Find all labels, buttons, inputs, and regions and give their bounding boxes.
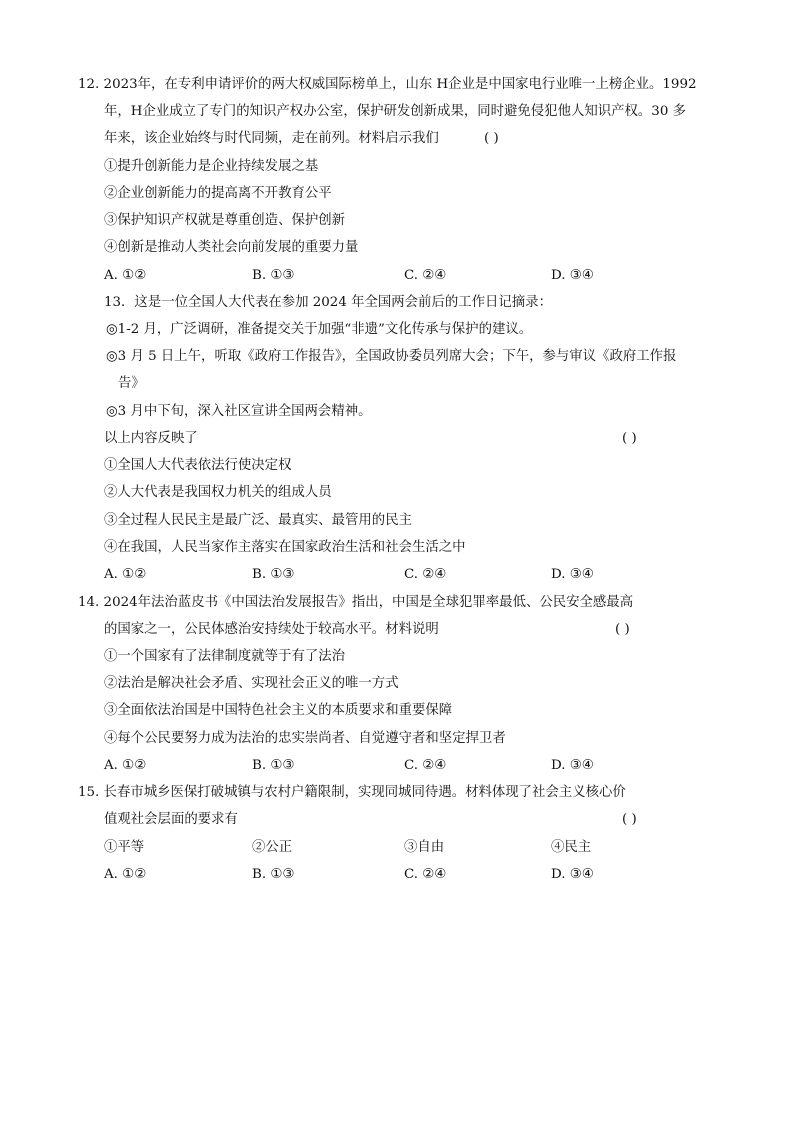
q12-answer-paren: ( ) [484, 131, 499, 146]
q13-option-a[interactable]: A. ①② [104, 567, 147, 582]
q15-item-3: ③自由 [404, 840, 445, 855]
q15-item-1: ①平等 [104, 840, 145, 855]
q13-option-c[interactable]: C. ②④ [404, 567, 447, 582]
q15-item-4: ④民主 [551, 840, 592, 855]
q12-line-1: 12. 2023年，在专利申请评价的两大权威国际榜单上，山东 H企业是中国家电行业唯一上榜企业。1992 [78, 77, 697, 92]
q13-item-4: ④在我国，人民当家作主落实在国家政治生活和社会生活之中 [104, 540, 466, 555]
q12-line-3: 年来，该企业始终与时代同频，走在前列。材料启示我们 [104, 131, 439, 146]
q12-item-4: ④创新是推动人类社会向前发展的重要力量 [104, 240, 359, 255]
q13-stem: 以上内容反映了 [104, 431, 198, 446]
q15-option-a[interactable]: A. ①② [104, 867, 147, 882]
q12-line-2: 年，H企业成立了专门的知识产权办公室，保护研发创新成果，同时避免侵犯他人知识产权。30 多 [104, 104, 686, 119]
q15-line-2: 值观社会层面的要求有 [104, 812, 238, 827]
q14-item-4: ④每个公民要努力成为法治的忠实崇尚者、自觉遵守者和坚定捍卫者 [104, 731, 506, 746]
q15-item-2: ②公正 [252, 840, 293, 855]
q12-option-d[interactable]: D. ③④ [551, 268, 594, 283]
q14-item-2: ②法治是解决社会矛盾、实现社会正义的唯一方式 [104, 676, 399, 691]
q13-line-1: 13．这是一位全国人大代表在参加 2024 年全国两会前后的工作日记摘录： [104, 295, 552, 310]
q13-item-3: ③全过程人民民主是最广泛、最真实、最管用的民主 [104, 513, 412, 528]
q15-option-c[interactable]: C. ②④ [404, 867, 447, 882]
q14-line-1: 14. 2024年法治蓝皮书《中国法治发展报告》指出，中国是全球犯罪率最低、公民安全感最高 [78, 595, 634, 610]
q13-option-b[interactable]: B. ①③ [252, 567, 295, 582]
q14-item-1: ①一个国家有了法律制度就等于有了法治 [104, 649, 346, 664]
q12-option-c[interactable]: C. ②④ [404, 268, 447, 283]
q13-item-2: ②人大代表是我国权力机关的组成人员 [104, 485, 332, 500]
q14-option-d[interactable]: D. ③④ [551, 758, 594, 773]
q15-option-d[interactable]: D. ③④ [551, 867, 594, 882]
q15-answer-paren: ( ) [622, 812, 637, 827]
q13-diary-2b: 告》 [118, 376, 145, 391]
q13-item-1: ①全国人大代表依法行使决定权 [104, 458, 292, 473]
q14-option-c[interactable]: C. ②④ [404, 758, 447, 773]
q13-option-d[interactable]: D. ③④ [551, 567, 594, 582]
q14-item-3: ③全面依法治国是中国特色社会主义的本质要求和重要保障 [104, 703, 453, 718]
q13-diary-1: ◎1-2 月，广泛调研，准备提交关于加强“非遗”文化传承与保护的建议。 [106, 322, 533, 337]
q14-option-a[interactable]: A. ①② [104, 758, 147, 773]
q13-diary-3: ◎3 月中下旬，深入社区宣讲全国两会精神。 [106, 404, 372, 419]
q12-option-a[interactable]: A. ①② [104, 268, 147, 283]
q15-line-1: 15. 长春市城乡医保打破城镇与农村户籍限制，实现同城同待遇。材料体现了社会主义核心价 [78, 785, 626, 800]
q12-item-1: ①提升创新能力是企业持续发展之基 [104, 159, 319, 174]
q12-item-3: ③保护知识产权就是尊重创造、保护创新 [104, 213, 346, 228]
q15-option-b[interactable]: B. ①③ [252, 867, 295, 882]
q13-diary-2a: ◎3 月 5 日上午，听取《政府工作报告》，全国政协委员列席大会；下午，参与审议《政府工作报 [106, 349, 677, 364]
q12-item-2: ②企业创新能力的提高离不开教育公平 [104, 186, 332, 201]
q13-answer-paren: ( ) [622, 431, 637, 446]
q12-option-b[interactable]: B. ①③ [252, 268, 295, 283]
q14-answer-paren: ( ) [615, 622, 630, 637]
q14-line-2: 的国家之一，公民体感治安持续处于较高水平。材料说明 [104, 622, 439, 637]
q14-option-b[interactable]: B. ①③ [252, 758, 295, 773]
